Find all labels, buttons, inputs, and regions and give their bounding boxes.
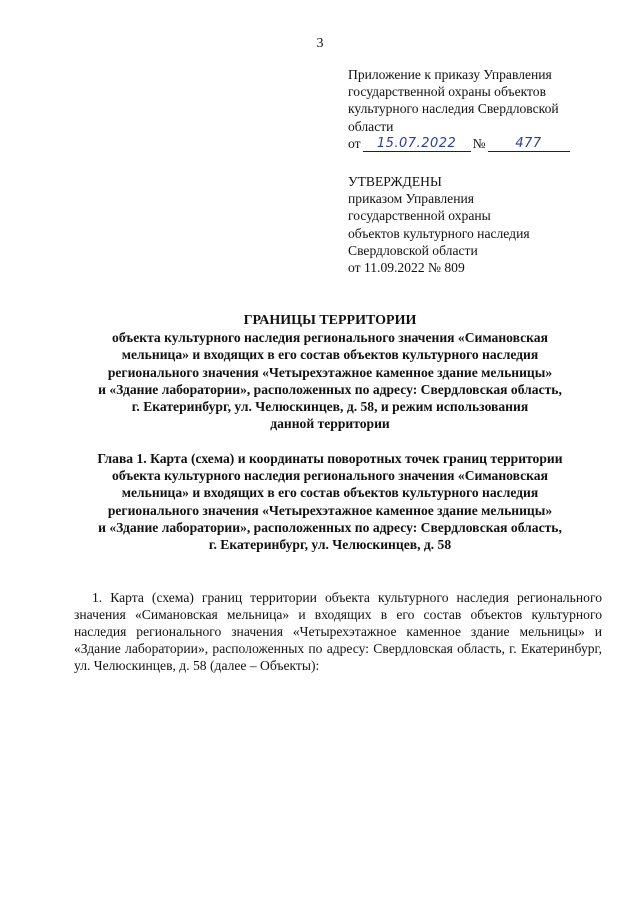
from-label: от (348, 135, 361, 151)
title-main: ГРАНИЦЫ ТЕРРИТОРИИ (243, 313, 417, 328)
chapter-heading (60, 450, 600, 553)
document-title (60, 312, 600, 432)
chapter-line: г. Екатеринбург, ул. Челюскинцев, д. 58 (208, 537, 452, 553)
handwritten-number: 477 (488, 136, 570, 152)
chapter-line: и «Здание лаборатории», расположенных по адресу: Свердловская область, (98, 519, 562, 535)
chapter-line: объекта культурного наследия регионального значения «Симановская (112, 468, 548, 484)
order-date-number-row (348, 135, 618, 152)
title-line: регионального значения «Четырехэтажное каменное здание мельницы» (107, 364, 553, 380)
appendix-line: Приложение к приказу Управления (348, 67, 552, 82)
title-line: объекта культурного наследия регионального значения «Симановская (112, 330, 548, 346)
chapter-line: Глава 1. Карта (схема) и координаты поворотных точек границ территории (97, 451, 563, 466)
title-line: мельница» и входящих в его состав объектов культурного наследия (121, 347, 539, 363)
chapter-line: мельница» и входящих в его состав объектов культурного наследия (121, 485, 539, 501)
appendix-line: области (348, 118, 394, 134)
approved-block (348, 173, 618, 276)
number-label: № (472, 135, 486, 151)
approved-line: Свердловской области (348, 242, 478, 258)
approved-heading: УТВЕРЖДЕНЫ (348, 174, 442, 189)
approved-line: от 11.09.2022 № 809 (348, 260, 465, 276)
title-line: и «Здание лаборатории», расположенных по адресу: Свердловская область, (98, 381, 562, 397)
approved-line: объектов культурного наследия (348, 225, 530, 241)
page-number: 3 (316, 36, 324, 51)
paragraph-1: 1. Карта (схема) границ территории объекта культурного наследия регионального значения «Симановская мельница» и входящих в его состав объектов культурного наследия регионального значения «Четырехэтажное каменное здание мельницы» и «Здание лаборатории», расположенных по адресу: Свердловская область, г. Екатеринбург, ул. Челюскинцев, д. 58 (далее – Объекты): (74, 589, 602, 674)
appendix-block (348, 66, 618, 152)
chapter-line: регионального значения «Четырехэтажное каменное здание мельницы» (107, 502, 553, 518)
approved-line: приказом Управления (348, 191, 475, 207)
approved-line: государственной охраны (348, 208, 491, 224)
handwritten-date: 15.07.2022 (363, 136, 471, 152)
appendix-line: культурного наследия Свердловской (348, 101, 559, 117)
appendix-line: государственной охраны объектов (348, 84, 547, 100)
title-line: данной территории (270, 416, 390, 432)
title-line: г. Екатеринбург, ул. Челюскинцев, д. 58, и режим использования (131, 399, 529, 415)
